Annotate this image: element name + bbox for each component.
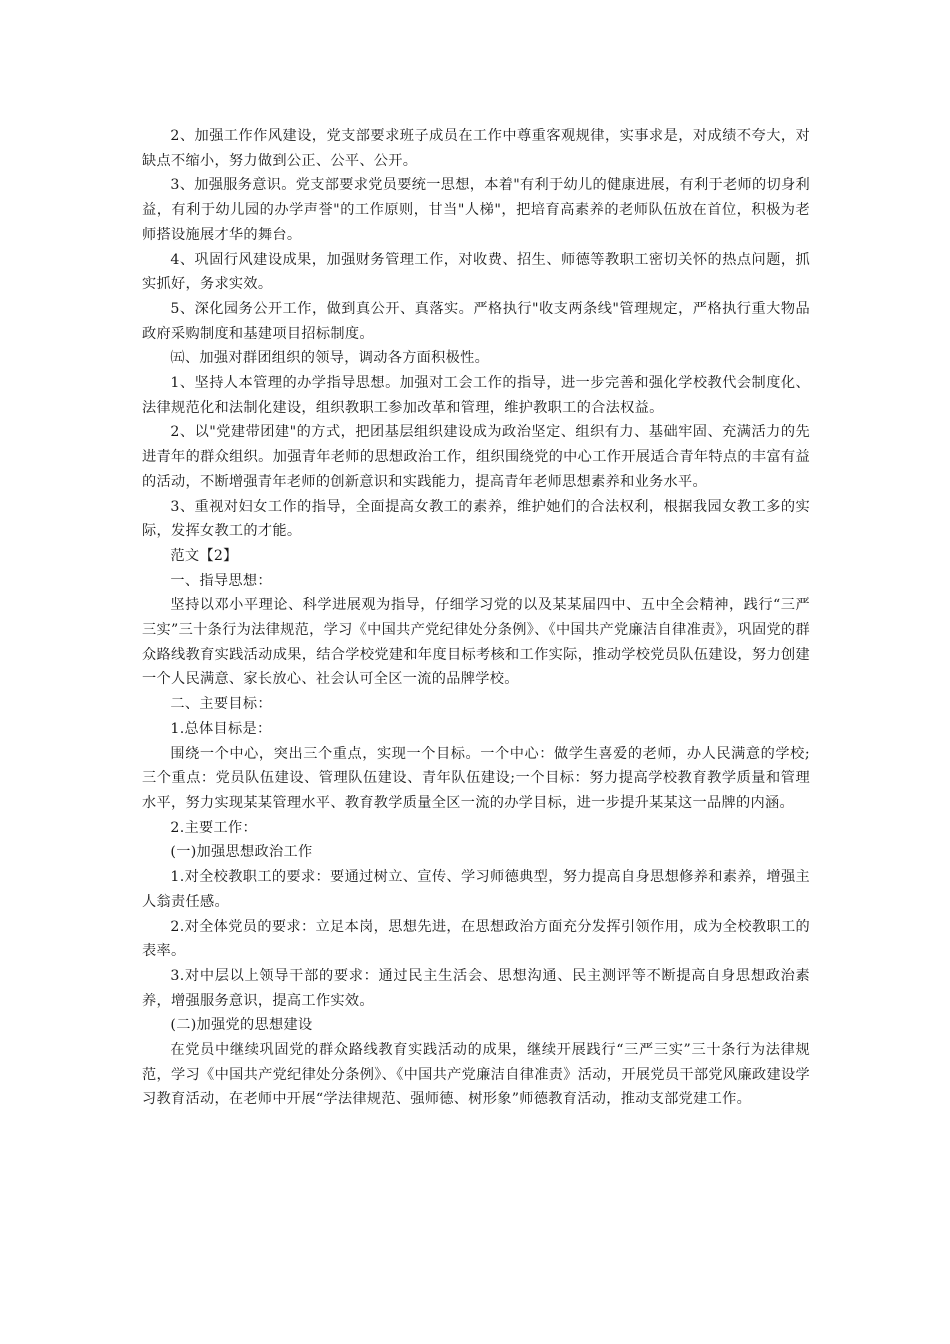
paragraph: 3.对中层以上领导干部的要求：通过民主生活会、思想沟通、民主测评等不断提高自身思想政治素养，增强服务意识，提高工作实效。 bbox=[142, 967, 810, 1009]
subsection-heading: (一)加强思想政治工作 bbox=[170, 844, 313, 861]
paragraph: 5、深化园务公开工作，做到真公开、真落实。严格执行"收支两条线"管理规定，严格执行重大物品政府采购制度和基建项目招标制度。 bbox=[142, 300, 810, 342]
paragraph: 4、巩固行风建设成果，加强财务管理工作，对收费、招生、师德等教职工密切关怀的热点问题，抓实抓好，务求实效。 bbox=[142, 251, 810, 293]
paragraph: 1、坚持人本管理的办学指导思想。加强对工会工作的指导，进一步完善和强化学校教代会制度化、法律规范化和法制化建设，组织教职工参加改革和管理，维护教职工的合法权益。 bbox=[142, 375, 810, 416]
paragraph: 2.对全体党员的要求：立足本岗，思想先进，在思想政治方面充分发挥引领作用，成为全校教职工的表率。 bbox=[142, 918, 810, 960]
paragraph: 1.对全校教职工的要求：要通过树立、宣传、学习师德典型，努力提高自身思想修养和素养，增强主人翁责任感。 bbox=[142, 869, 810, 910]
paragraph: 3、加强服务意识。党支部要求党员要统一思想，本着"有利于幼儿的健康进展，有利于老师的切身利益，有利于幼儿园的办学声誉"的工作原则，甘当"人梯"，把培育高素养的老师队伍放在首位，积极为老师搭设施展才华的舞台。 bbox=[142, 177, 810, 243]
section-heading: 一、指导思想： bbox=[170, 572, 272, 589]
paragraph: 围绕一个中心，突出三个重点，实现一个目标。一个中心：做学生喜爱的老师，办人民满意的学校;三个重点：党员队伍建设、管理队伍建设、青年队伍建设;一个目标：努力提高学校教育教学质量和管理水平，努力实现某某管理水平、教育教学质量全区一流的办学目标，进一步提升某某这一品牌的内涵。 bbox=[142, 745, 810, 811]
paragraph: 在党员中继续巩固党的群众路线教育实践活动的成果，继续开展践行“三严三实”三十条行为法律规范，学习《中国共产党纪律处分条例》、《中国共产党廉洁自律准责》活动，开展党员干部党风廉政建设学习教育活动，在老师中开展“学法律规范、强师德、树形象”师德教育活动，推动支部党建工作。 bbox=[142, 1042, 810, 1108]
paragraph: 3、重视对妇女工作的指导，全面提高女教工的素养，维护她们的合法权利，根据我园女教工多的实际，发挥女教工的才能。 bbox=[142, 498, 810, 540]
section-heading: 二、主要目标： bbox=[170, 696, 272, 713]
sample-title: 范文【2】 bbox=[170, 547, 238, 564]
section-heading: ㈤、加强对群团组织的领导，调动各方面积极性。 bbox=[170, 350, 490, 367]
paragraph: 2、以"党建带团建"的方式，把团基层组织建设成为政治坚定、组织有力、基础牢固、充满活力的先进青年的群众组织。加强青年老师的思想政治工作，组织围绕党的中心工作开展适合青年特点的丰富有益的活动，不断增强青年老师的创新意识和实践能力，提高青年老师思想素养和业务水平。 bbox=[142, 424, 810, 490]
subsection-heading: (二)加强党的思想建设 bbox=[170, 1017, 313, 1034]
paragraph: 2、加强工作作风建设，党支部要求班子成员在工作中尊重客观规律，实事求是，对成绩不夸大，对缺点不缩小，努力做到公正、公平、公开。 bbox=[142, 128, 810, 169]
paragraph: 坚持以邓小平理论、科学进展观为指导，仔细学习党的以及某某届四中、五中全会精神，践行“三严三实”三十条行为法律规范，学习《中国共产党纪律处分条例》、《中国共产党廉洁自律准责》，巩固党的群众路线教育实践活动成果，结合学校党建和年度目标考核和工作实际，推动学校党员队伍建设，努力创建一个人民满意、家长放心、社会认可全区一流的品牌学校。 bbox=[142, 597, 810, 688]
subsection-heading: 1.总体目标是： bbox=[170, 720, 272, 737]
subsection-heading: 2.主要工作： bbox=[170, 819, 257, 836]
document-body bbox=[142, 124, 810, 1112]
